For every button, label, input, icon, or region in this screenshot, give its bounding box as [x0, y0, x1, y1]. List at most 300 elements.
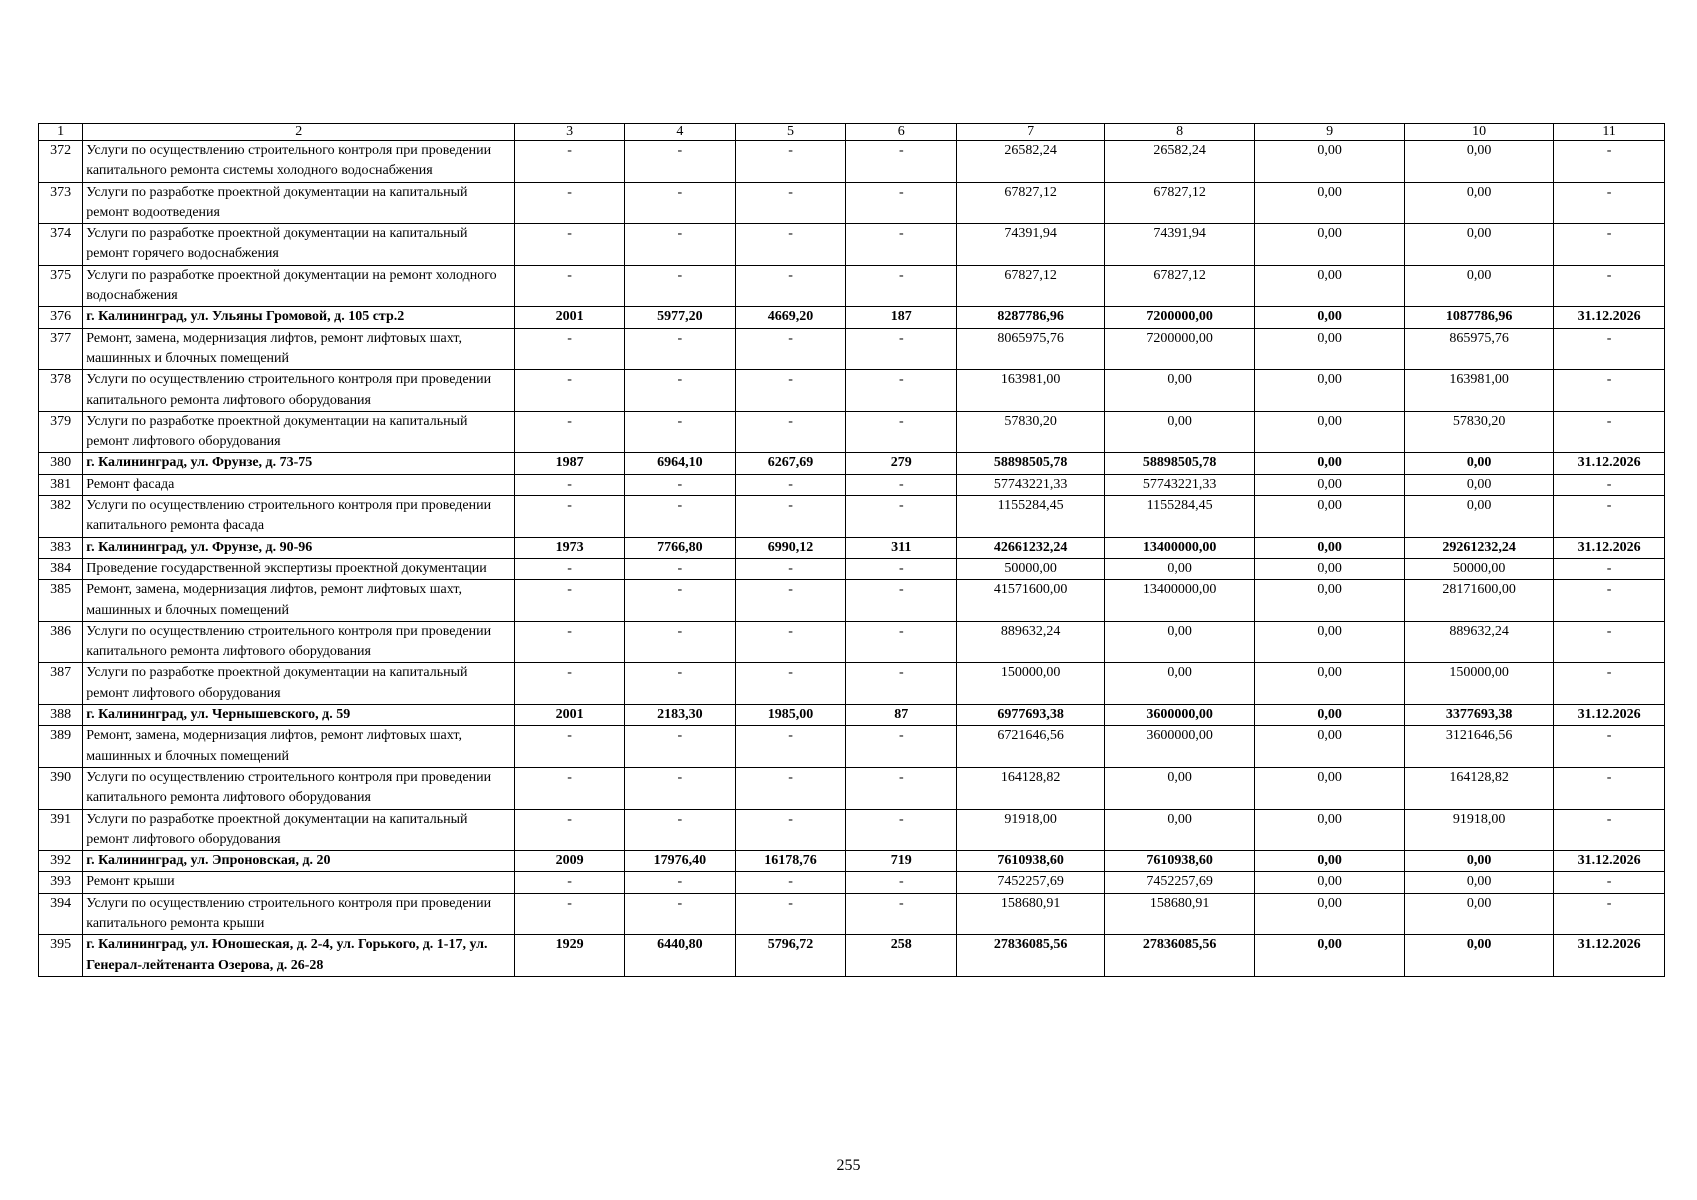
address-row — [39, 307, 1665, 328]
fund-amount-cell: 0,00 — [1105, 663, 1255, 705]
total-cost-cell: 164128,82 — [957, 767, 1105, 809]
completion-date-cell: - — [1554, 474, 1665, 495]
living-area-cell: 5796,72 — [735, 935, 846, 977]
residents-cell: - — [846, 663, 957, 705]
year-built-cell: - — [515, 621, 625, 663]
total-area-cell: 7766,80 — [624, 537, 735, 558]
year-built-cell: - — [515, 809, 625, 851]
year-built-cell: - — [515, 726, 625, 768]
budget-amount-cell: 0,00 — [1255, 872, 1405, 893]
row-number-cell: 382 — [39, 496, 83, 538]
living-area-cell: - — [735, 726, 846, 768]
living-area-cell: - — [735, 141, 846, 183]
owners-amount-cell: 0,00 — [1405, 893, 1554, 935]
budget-amount-cell: 0,00 — [1255, 496, 1405, 538]
total-area-cell: - — [624, 663, 735, 705]
living-area-cell: - — [735, 328, 846, 370]
budget-amount-cell: 0,00 — [1255, 182, 1405, 224]
residents-cell: - — [846, 726, 957, 768]
residents-cell: - — [846, 496, 957, 538]
residents-cell: 187 — [846, 307, 957, 328]
budget-amount-cell: 0,00 — [1255, 767, 1405, 809]
living-area-cell: - — [735, 809, 846, 851]
owners-amount-cell: 150000,00 — [1405, 663, 1554, 705]
address-row — [39, 453, 1665, 474]
total-area-cell: - — [624, 370, 735, 412]
total-cost-cell: 158680,91 — [957, 893, 1105, 935]
total-cost-cell: 74391,94 — [957, 224, 1105, 266]
residents-cell: - — [846, 893, 957, 935]
total-cost-cell: 7610938,60 — [957, 851, 1105, 872]
item-name-cell: Ремонт, замена, модернизация лифтов, ремонт лифтовых шахт, машинных и блочных помещений — [83, 580, 515, 622]
year-built-cell: 1973 — [515, 537, 625, 558]
item-name-cell: г. Калининград, ул. Ульяны Громовой, д. 105 стр.2 — [83, 307, 515, 328]
total-cost-cell: 6977693,38 — [957, 705, 1105, 726]
completion-date-cell: - — [1554, 663, 1665, 705]
owners-amount-cell: 0,00 — [1405, 496, 1554, 538]
total-cost-cell: 27836085,56 — [957, 935, 1105, 977]
total-cost-cell: 58898505,78 — [957, 453, 1105, 474]
owners-amount-cell: 1087786,96 — [1405, 307, 1554, 328]
row-number-cell: 394 — [39, 893, 83, 935]
row-number-cell: 392 — [39, 851, 83, 872]
fund-amount-cell: 57743221,33 — [1105, 474, 1255, 495]
header-cell: 1 — [39, 124, 83, 141]
budget-amount-cell: 0,00 — [1255, 265, 1405, 307]
total-cost-cell: 7452257,69 — [957, 872, 1105, 893]
budget-amount-cell: 0,00 — [1255, 537, 1405, 558]
residents-cell: - — [846, 872, 957, 893]
row-number-cell: 377 — [39, 328, 83, 370]
address-row — [39, 851, 1665, 872]
completion-date-cell: 31.12.2026 — [1554, 453, 1665, 474]
budget-amount-cell: 0,00 — [1255, 307, 1405, 328]
item-name-cell: Услуги по разработке проектной документации на ремонт холодного водоснабжения — [83, 265, 515, 307]
owners-amount-cell: 28171600,00 — [1405, 580, 1554, 622]
fund-amount-cell: 3600000,00 — [1105, 705, 1255, 726]
residents-cell: - — [846, 265, 957, 307]
budget-amount-cell: 0,00 — [1255, 474, 1405, 495]
total-area-cell: - — [624, 809, 735, 851]
completion-date-cell: - — [1554, 767, 1665, 809]
header-cell: 5 — [735, 124, 846, 141]
item-name-cell: Услуги по осуществлению строительного контроля при проведении капитального ремонта крыши — [83, 893, 515, 935]
work-item-row — [39, 370, 1665, 412]
completion-date-cell: - — [1554, 411, 1665, 453]
total-cost-cell: 8287786,96 — [957, 307, 1105, 328]
total-area-cell: 6440,80 — [624, 935, 735, 977]
total-cost-cell: 150000,00 — [957, 663, 1105, 705]
living-area-cell: 6267,69 — [735, 453, 846, 474]
header-cell: 8 — [1105, 124, 1255, 141]
year-built-cell: - — [515, 370, 625, 412]
residents-cell: 258 — [846, 935, 957, 977]
item-name-cell: Услуги по осуществлению строительного контроля при проведении капитального ремонта системы холодного водоснабжения — [83, 141, 515, 183]
work-item-row — [39, 182, 1665, 224]
owners-amount-cell: 163981,00 — [1405, 370, 1554, 412]
living-area-cell: - — [735, 182, 846, 224]
work-item-row — [39, 872, 1665, 893]
total-area-cell: - — [624, 558, 735, 579]
row-number-cell: 393 — [39, 872, 83, 893]
row-number-cell: 388 — [39, 705, 83, 726]
year-built-cell: 2001 — [515, 705, 625, 726]
year-built-cell: - — [515, 558, 625, 579]
completion-date-cell: 31.12.2026 — [1554, 851, 1665, 872]
budget-amount-cell: 0,00 — [1255, 558, 1405, 579]
living-area-cell: - — [735, 580, 846, 622]
header-cell: 7 — [957, 124, 1105, 141]
fund-amount-cell: 0,00 — [1105, 411, 1255, 453]
fund-amount-cell: 74391,94 — [1105, 224, 1255, 266]
capital-repair-table — [38, 123, 1665, 977]
total-cost-cell: 57830,20 — [957, 411, 1105, 453]
header-cell: 9 — [1255, 124, 1405, 141]
column-number-header-row — [39, 124, 1665, 141]
total-area-cell: - — [624, 224, 735, 266]
budget-amount-cell: 0,00 — [1255, 328, 1405, 370]
living-area-cell: 16178,76 — [735, 851, 846, 872]
total-cost-cell: 26582,24 — [957, 141, 1105, 183]
owners-amount-cell: 0,00 — [1405, 935, 1554, 977]
year-built-cell: - — [515, 496, 625, 538]
fund-amount-cell: 27836085,56 — [1105, 935, 1255, 977]
header-cell: 10 — [1405, 124, 1554, 141]
row-number-cell: 391 — [39, 809, 83, 851]
fund-amount-cell: 13400000,00 — [1105, 537, 1255, 558]
total-cost-cell: 50000,00 — [957, 558, 1105, 579]
total-area-cell: - — [624, 141, 735, 183]
living-area-cell: - — [735, 558, 846, 579]
row-number-cell: 384 — [39, 558, 83, 579]
fund-amount-cell: 67827,12 — [1105, 265, 1255, 307]
completion-date-cell: - — [1554, 496, 1665, 538]
completion-date-cell: - — [1554, 182, 1665, 224]
year-built-cell: - — [515, 474, 625, 495]
budget-amount-cell: 0,00 — [1255, 809, 1405, 851]
work-item-row — [39, 558, 1665, 579]
item-name-cell: Услуги по осуществлению строительного контроля при проведении капитального ремонта лифтового оборудования — [83, 621, 515, 663]
fund-amount-cell: 0,00 — [1105, 558, 1255, 579]
budget-amount-cell: 0,00 — [1255, 726, 1405, 768]
item-name-cell: Услуги по разработке проектной документации на капитальный ремонт горячего водоснабжения — [83, 224, 515, 266]
budget-amount-cell: 0,00 — [1255, 893, 1405, 935]
work-item-row — [39, 767, 1665, 809]
item-name-cell: Ремонт, замена, модернизация лифтов, ремонт лифтовых шахт, машинных и блочных помещений — [83, 328, 515, 370]
completion-date-cell: - — [1554, 726, 1665, 768]
completion-date-cell: - — [1554, 621, 1665, 663]
year-built-cell: - — [515, 182, 625, 224]
budget-amount-cell: 0,00 — [1255, 411, 1405, 453]
fund-amount-cell: 0,00 — [1105, 767, 1255, 809]
item-name-cell: г. Калининград, ул. Юношеская, д. 2-4, ул. Горького, д. 1-17, ул. Генерал-лейтенанта Озерова, д. 26-28 — [83, 935, 515, 977]
total-cost-cell: 42661232,24 — [957, 537, 1105, 558]
owners-amount-cell: 0,00 — [1405, 141, 1554, 183]
total-area-cell: - — [624, 328, 735, 370]
item-name-cell: Ремонт крыши — [83, 872, 515, 893]
item-name-cell: г. Калининград, ул. Чернышевского, д. 59 — [83, 705, 515, 726]
living-area-cell: - — [735, 872, 846, 893]
living-area-cell: 1985,00 — [735, 705, 846, 726]
residents-cell: - — [846, 558, 957, 579]
fund-amount-cell: 0,00 — [1105, 370, 1255, 412]
work-item-row — [39, 328, 1665, 370]
living-area-cell: - — [735, 370, 846, 412]
total-cost-cell: 91918,00 — [957, 809, 1105, 851]
living-area-cell: - — [735, 265, 846, 307]
row-number-cell: 386 — [39, 621, 83, 663]
total-area-cell: - — [624, 182, 735, 224]
year-built-cell: 1987 — [515, 453, 625, 474]
owners-amount-cell: 0,00 — [1405, 474, 1554, 495]
total-area-cell: - — [624, 621, 735, 663]
row-number-cell: 373 — [39, 182, 83, 224]
total-cost-cell: 163981,00 — [957, 370, 1105, 412]
total-area-cell: - — [624, 726, 735, 768]
item-name-cell: Услуги по разработке проектной документации на капитальный ремонт лифтового оборудования — [83, 663, 515, 705]
header-cell: 4 — [624, 124, 735, 141]
item-name-cell: Услуги по осуществлению строительного контроля при проведении капитального ремонта лифтового оборудования — [83, 767, 515, 809]
completion-date-cell: - — [1554, 809, 1665, 851]
total-cost-cell: 41571600,00 — [957, 580, 1105, 622]
completion-date-cell: - — [1554, 141, 1665, 183]
completion-date-cell: 31.12.2026 — [1554, 537, 1665, 558]
year-built-cell: 2009 — [515, 851, 625, 872]
owners-amount-cell: 0,00 — [1405, 453, 1554, 474]
work-item-row — [39, 265, 1665, 307]
residents-cell: - — [846, 182, 957, 224]
completion-date-cell: - — [1554, 328, 1665, 370]
item-name-cell: Услуги по разработке проектной документации на капитальный ремонт лифтового оборудования — [83, 411, 515, 453]
address-row — [39, 537, 1665, 558]
completion-date-cell: 31.12.2026 — [1554, 935, 1665, 977]
owners-amount-cell: 50000,00 — [1405, 558, 1554, 579]
fund-amount-cell: 0,00 — [1105, 809, 1255, 851]
year-built-cell: 2001 — [515, 307, 625, 328]
fund-amount-cell: 26582,24 — [1105, 141, 1255, 183]
completion-date-cell: - — [1554, 265, 1665, 307]
residents-cell: - — [846, 474, 957, 495]
year-built-cell: - — [515, 265, 625, 307]
completion-date-cell: 31.12.2026 — [1554, 307, 1665, 328]
total-cost-cell: 67827,12 — [957, 265, 1105, 307]
budget-amount-cell: 0,00 — [1255, 370, 1405, 412]
completion-date-cell: - — [1554, 370, 1665, 412]
total-cost-cell: 6721646,56 — [957, 726, 1105, 768]
work-item-row — [39, 224, 1665, 266]
total-area-cell: 17976,40 — [624, 851, 735, 872]
item-name-cell: Ремонт фасада — [83, 474, 515, 495]
fund-amount-cell: 7452257,69 — [1105, 872, 1255, 893]
year-built-cell: - — [515, 411, 625, 453]
completion-date-cell: - — [1554, 224, 1665, 266]
completion-date-cell: - — [1554, 872, 1665, 893]
living-area-cell: - — [735, 621, 846, 663]
living-area-cell: - — [735, 224, 846, 266]
living-area-cell: - — [735, 411, 846, 453]
fund-amount-cell: 1155284,45 — [1105, 496, 1255, 538]
year-built-cell: - — [515, 767, 625, 809]
year-built-cell: 1929 — [515, 935, 625, 977]
budget-amount-cell: 0,00 — [1255, 935, 1405, 977]
residents-cell: - — [846, 580, 957, 622]
address-row — [39, 705, 1665, 726]
owners-amount-cell: 164128,82 — [1405, 767, 1554, 809]
fund-amount-cell: 7610938,60 — [1105, 851, 1255, 872]
total-cost-cell: 889632,24 — [957, 621, 1105, 663]
fund-amount-cell: 13400000,00 — [1105, 580, 1255, 622]
residents-cell: - — [846, 767, 957, 809]
item-name-cell: Услуги по осуществлению строительного контроля при проведении капитального ремонта лифтового оборудования — [83, 370, 515, 412]
total-area-cell: - — [624, 474, 735, 495]
row-number-cell: 375 — [39, 265, 83, 307]
year-built-cell: - — [515, 580, 625, 622]
header-cell: 2 — [83, 124, 515, 141]
work-item-row — [39, 893, 1665, 935]
work-item-row — [39, 580, 1665, 622]
total-area-cell: - — [624, 893, 735, 935]
work-item-row — [39, 663, 1665, 705]
owners-amount-cell: 91918,00 — [1405, 809, 1554, 851]
owners-amount-cell: 865975,76 — [1405, 328, 1554, 370]
residents-cell: - — [846, 621, 957, 663]
row-number-cell: 376 — [39, 307, 83, 328]
completion-date-cell: - — [1554, 580, 1665, 622]
row-number-cell: 374 — [39, 224, 83, 266]
living-area-cell: - — [735, 474, 846, 495]
address-row — [39, 935, 1665, 977]
year-built-cell: - — [515, 663, 625, 705]
total-cost-cell: 67827,12 — [957, 182, 1105, 224]
header-cell: 3 — [515, 124, 625, 141]
residents-cell: - — [846, 224, 957, 266]
total-area-cell: - — [624, 767, 735, 809]
budget-amount-cell: 0,00 — [1255, 851, 1405, 872]
work-item-row — [39, 411, 1665, 453]
row-number-cell: 381 — [39, 474, 83, 495]
fund-amount-cell: 67827,12 — [1105, 182, 1255, 224]
year-built-cell: - — [515, 328, 625, 370]
completion-date-cell: 31.12.2026 — [1554, 705, 1665, 726]
row-number-cell: 379 — [39, 411, 83, 453]
owners-amount-cell: 3121646,56 — [1405, 726, 1554, 768]
page-number: 255 — [836, 1157, 861, 1174]
residents-cell: 311 — [846, 537, 957, 558]
total-area-cell: 6964,10 — [624, 453, 735, 474]
living-area-cell: - — [735, 893, 846, 935]
fund-amount-cell: 7200000,00 — [1105, 328, 1255, 370]
budget-amount-cell: 0,00 — [1255, 580, 1405, 622]
header-cell: 6 — [846, 124, 957, 141]
table-body — [39, 124, 1665, 977]
completion-date-cell: - — [1554, 558, 1665, 579]
budget-amount-cell: 0,00 — [1255, 705, 1405, 726]
budget-amount-cell: 0,00 — [1255, 453, 1405, 474]
owners-amount-cell: 889632,24 — [1405, 621, 1554, 663]
work-item-row — [39, 474, 1665, 495]
item-name-cell: г. Калининград, ул. Эпроновская, д. 20 — [83, 851, 515, 872]
total-area-cell: 2183,30 — [624, 705, 735, 726]
item-name-cell: Проведение государственной экспертизы проектной документации — [83, 558, 515, 579]
header-cell: 11 — [1554, 124, 1665, 141]
item-name-cell: г. Калининград, ул. Фрунзе, д. 73-75 — [83, 453, 515, 474]
residents-cell: - — [846, 328, 957, 370]
budget-amount-cell: 0,00 — [1255, 224, 1405, 266]
living-area-cell: - — [735, 767, 846, 809]
owners-amount-cell: 0,00 — [1405, 872, 1554, 893]
budget-amount-cell: 0,00 — [1255, 663, 1405, 705]
item-name-cell: Услуги по осуществлению строительного контроля при проведении капитального ремонта фасада — [83, 496, 515, 538]
fund-amount-cell: 158680,91 — [1105, 893, 1255, 935]
residents-cell: 87 — [846, 705, 957, 726]
row-number-cell: 395 — [39, 935, 83, 977]
living-area-cell: - — [735, 663, 846, 705]
residents-cell: - — [846, 411, 957, 453]
total-area-cell: - — [624, 265, 735, 307]
living-area-cell: 6990,12 — [735, 537, 846, 558]
work-item-row — [39, 621, 1665, 663]
item-name-cell: г. Калининград, ул. Фрунзе, д. 90-96 — [83, 537, 515, 558]
total-cost-cell: 57743221,33 — [957, 474, 1105, 495]
work-item-row — [39, 809, 1665, 851]
owners-amount-cell: 3377693,38 — [1405, 705, 1554, 726]
owners-amount-cell: 0,00 — [1405, 265, 1554, 307]
budget-amount-cell: 0,00 — [1255, 141, 1405, 183]
year-built-cell: - — [515, 224, 625, 266]
row-number-cell: 378 — [39, 370, 83, 412]
living-area-cell: - — [735, 496, 846, 538]
year-built-cell: - — [515, 893, 625, 935]
fund-amount-cell: 3600000,00 — [1105, 726, 1255, 768]
total-area-cell: 5977,20 — [624, 307, 735, 328]
residents-cell: 279 — [846, 453, 957, 474]
owners-amount-cell: 0,00 — [1405, 182, 1554, 224]
row-number-cell: 385 — [39, 580, 83, 622]
row-number-cell: 372 — [39, 141, 83, 183]
residents-cell: 719 — [846, 851, 957, 872]
total-area-cell: - — [624, 872, 735, 893]
row-number-cell: 390 — [39, 767, 83, 809]
total-cost-cell: 8065975,76 — [957, 328, 1105, 370]
row-number-cell: 389 — [39, 726, 83, 768]
row-number-cell: 387 — [39, 663, 83, 705]
total-area-cell: - — [624, 580, 735, 622]
item-name-cell: Услуги по разработке проектной документации на капитальный ремонт водоотведения — [83, 182, 515, 224]
row-number-cell: 383 — [39, 537, 83, 558]
owners-amount-cell: 29261232,24 — [1405, 537, 1554, 558]
work-item-row — [39, 496, 1665, 538]
owners-amount-cell: 57830,20 — [1405, 411, 1554, 453]
residents-cell: - — [846, 809, 957, 851]
fund-amount-cell: 0,00 — [1105, 621, 1255, 663]
owners-amount-cell: 0,00 — [1405, 851, 1554, 872]
residents-cell: - — [846, 370, 957, 412]
residents-cell: - — [846, 141, 957, 183]
living-area-cell: 4669,20 — [735, 307, 846, 328]
year-built-cell: - — [515, 872, 625, 893]
year-built-cell: - — [515, 141, 625, 183]
total-area-cell: - — [624, 411, 735, 453]
total-area-cell: - — [624, 496, 735, 538]
completion-date-cell: - — [1554, 893, 1665, 935]
fund-amount-cell: 58898505,78 — [1105, 453, 1255, 474]
item-name-cell: Ремонт, замена, модернизация лифтов, ремонт лифтовых шахт, машинных и блочных помещений — [83, 726, 515, 768]
total-cost-cell: 1155284,45 — [957, 496, 1105, 538]
fund-amount-cell: 7200000,00 — [1105, 307, 1255, 328]
item-name-cell: Услуги по разработке проектной документации на капитальный ремонт лифтового оборудования — [83, 809, 515, 851]
budget-amount-cell: 0,00 — [1255, 621, 1405, 663]
owners-amount-cell: 0,00 — [1405, 224, 1554, 266]
